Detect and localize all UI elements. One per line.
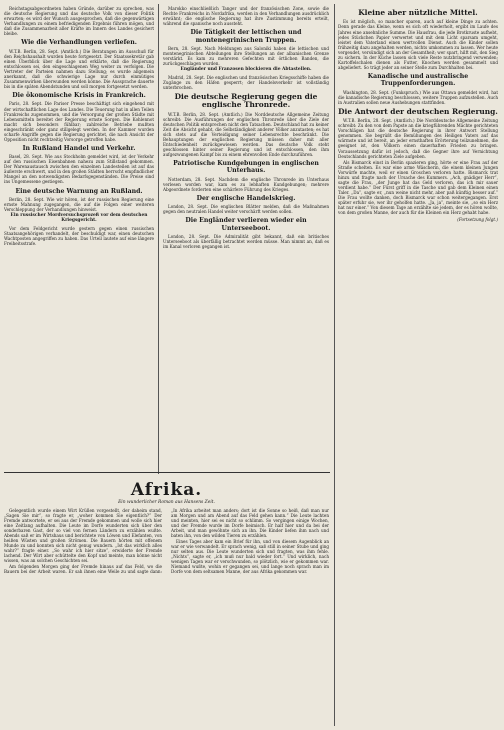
article-text: Washington, 28. Sept. (Funkspruch.) Wie aus Ottawa gemeldet wird, hat die kanadische Regierung beschlossen, weitere Truppen aufzustellen. Auch in Australien sollen neue Aushebungen stattfinden. [338, 89, 498, 105]
headline: Kleine aber nützliche Mittel. [358, 8, 478, 17]
article-text: W.T.B. Berlin, 28. Sept. (Amtlich.) Die Norddeutsche Allgemeine Zeitung schreibt: Zu den von dem Papste an die kriegführenden Mächte gerichteten Vorschlägen hat die deutsche Regierung in ihrer Antwort Stellung genommen. Sie begrüßt die Bemühungen des Heiligen Vaters auf das wärmste und ist bereit, an jeder ernsthaften Erörterung teilzunehmen, die geeignet ist, den Völkern einen dauerhaften Frieden zu bringen. Voraussetzung dafür ist jedoch, daß die Gegner ihre auf Vernichtung Deutschlands gerichteten Ziele aufgeben. [338, 118, 498, 159]
story-text: Eines Tages aber kam ein Brief für ihn, und von diesem Augenblick an war er wie verwandelt. Er sprach wenig, saß still in seiner Stube und ging nur selten aus. Die Leute wunderten sich und fragten, was ihm fehle. „Nichts“, sagte er, „ich muß nur bald wieder fort.“ Und wirklich, nach wenigen Tagen war er verschwunden, so plötzlich, wie er gekommen war. Niemand wußte, wohin er gegangen sei, und lange noch sprach man im Dorfe von dem seltsamen Manne, der aus Afrika gekommen war. [171, 538, 329, 575]
article-text: Madrid, 28. Sept. Die englischen und französischen Kriegsschiffe haben die Zugänge zu den Häfen gesperrt; der Handelsverkehr ist vollständig unterbrochen. [163, 74, 329, 90]
article-text: Reichstagsabgeordneten haben Gründe, darüber zu sprechen, was die deutsche Regierung und das deutsche Volk von dieser Politik erwarten; es wird der Wunsch ausgesprochen, daß die gegenwärtigen Verhandlungen zu einem befriedigenden Ergebnis führen mögen, und daß die Zusammenarbeit aller Kräfte im Innern des Landes gesichert bleibe. [4, 6, 154, 37]
column-rule-2 [334, 4, 335, 726]
article-text: Als Bismarck einst in Berlin spazieren ging, hörte er eine Frau auf der Straße schelten. Es war eine arme Wäscherin, die einem kleinen Jungen Vorwürfe machte, weil er einen Groschen verloren hatte. Bismarck trat hinzu und fragte nach der Ursache des Kummers. „Ach, gnädiger Herr“, sagte die Frau, „der Junge hat das Geld verloren, das ich mir sauer verdient habe.“ Der Fürst griff in die Tasche und gab dem Kleinen einen Taler. „Da“, sagte er, „nun weine nicht mehr, aber paß künftig besser auf.“ Die Frau wollte danken, doch Bismarck war schon weitergegangen. Erst später erfuhr sie, wer ihr geholfen hatte. „Ja, ja“, meinte sie, „so ein Herz hat nur einer.“ Von diesem Tage an erzählte sie jedem, der es hören wollte, von dem großen Manne, der auch für die Kleinen ein Herz gehabt habe. [338, 159, 498, 216]
headline: Die Engländer verlieren wieder ein Unterseeboot. [185, 217, 307, 232]
article-text: London, 28. Sept. Die englischen Blätter melden, daß die Maßnahmen gegen den neutralen Handel weiter verschärft werden sollen. [163, 204, 329, 215]
article-text: Marokko einschließlich Tanger und der französischen Zone, sowie die Rechte Frankreichs in Nordafrika, werden in den Verhandlungen ausdrücklich erwähnt; die englische Regierung hat ihre Zustimmung bereits erteilt, während die spanische noch aussteht. [163, 6, 329, 27]
continuation-note: (Fortsetzung folgt.) [457, 217, 498, 223]
story-text: Gelegentlich wurde einem Wirt Krüllen vorgestellt, der daheim stand, „Sagen Sie mir“, so fragte er, „woher kommen Sie eigentlich?“ Der Fremde antwortete, er sei aus der Fremde gekommen und wolle sich hier eine Zeitlang aufhalten. Die Leute im Dorfe wunderten sich über den sonderbaren Gast, der so viel von fernen Ländern zu erzählen wußte. Abends saß er im Wirtshaus und berichtete von Löwen und Elefanten, von heißen Wüsten und großen Strömen. Die Bauern hörten mit offenem Munde zu und konnten sich nicht genug wundern. „Ist das wirklich alles wahr?“ fragte einer. „So wahr ich hier sitze“, erwiderte der Fremde lachend. Der Wirt aber schüttelte den Kopf und meinte, man könne nicht wissen, was an solchen Geschichten sei. [4, 507, 162, 564]
story-title: Afrika. [130, 480, 203, 500]
headline: Die ökonomische Krisis in Frankreich. [12, 92, 146, 100]
article-text: Vor dem Feldgericht wurde gestern gegen einen russischen Staatsangehörigen verhandelt, der beschuldigt war, einen deutschen Wachtposten angegriffen zu haben. Das Urteil lautete auf eine längere Freiheitsstrafe. [4, 225, 154, 247]
column-1 [4, 6, 154, 474]
article-text: W.T.B. Berlin, 28. Sept. (Amtlich.) Die Beratungen im Ausschuß für den Reichshaushalt wurden heute fortgesetzt. Der Staatssekretär gab einen Überblick über die Lage und erklärte, daß die Regierung entschlossen sei, den eingeschlagenen Weg weiter zu verfolgen. Die Vertreter der Parteien nahmen dazu Stellung; es wurde allgemein anerkannt, daß die schwierige Lage nur durch einmütiges Zusammenwirken überwunden werden könne. Die Aussprache dauerte bis in die späten Abendstunden und soll morgen fortgesetzt werden. [4, 48, 154, 90]
headline: Engländer und Franzosen blockieren die Abtastellen. [180, 67, 312, 73]
story-subtitle: Ein wunderlicher Roman aus Hansens Zeit. [118, 500, 215, 505]
headline: Ein russischer Mordversuchsprozeß vor dem deutschen Kriegsgericht. [10, 213, 148, 224]
article-text: Paris, 28. Sept. Die Pariser Presse beschäftigt sich eingehend mit der wirtschaftlichen Lage des Landes. Die Teuerung hat in allen Teilen Frankreichs zugenommen, und die Versorgung der großen Städte mit Lebensmitteln bereitet der Regierung ernste Sorgen. Die Kohlennot macht sich besonders fühlbar; zahlreiche Betriebe mußten eingeschränkt oder ganz stillgelegt werden. In der Kammer wurden scharfe Angriffe gegen die Regierung gerichtet, die nach Ansicht der Opposition nicht rechtzeitig Vorsorge getroffen habe. [4, 101, 154, 142]
story-body [4, 508, 329, 575]
article-text: London, 28. Sept. Die Admiralität gibt bekannt, daß ein britisches Unterseeboot als überfällig betrachtet werden müsse. Man nimmt an, daß es im Kanal verloren gegangen ist. [163, 234, 329, 250]
article-text: Notterdam, 28. Sept. Nachdem die englische Thronrede im Unterhaus verlesen worden war, kam es zu lebhaften Kundgebungen; mehrere Abgeordnete forderten eine schärfere Führung des Krieges. [163, 176, 329, 192]
column-2 [163, 6, 329, 474]
article-text: Bern, 28. Sept. Nach Meldungen aus Saloniki haben die lettischen und montenegrinischen Abteilungen ihre Stellungen an der albanischen Grenze verstärkt. Es kam zu mehreren Gefechten mit örtlichen Banden, die zurückgeschlagen wurden. [163, 46, 329, 67]
article-text: W.T.B. Berlin, 28. Sept. (Amtlich.) Die Norddeutsche Allgemeine Zeitung schreibt: Die Ausführungen der englischen Thronrede über die Ziele der deutschen Politik entsprechen nicht den Tatsachen. Deutschland hat zu keiner Zeit die Absicht gehabt, die Selbständigkeit anderer Völker anzutasten; es hat sich stets auf die Verteidigung seiner Lebensrechte beschränkt. Die Behauptungen der englischen Regierung müssen daher mit aller Entschiedenheit zurückgewiesen werden. Das deutsche Volk steht geschlossen hinter seiner Regierung und ist entschlossen, den ihm aufgezwungenen Kampf bis zu einem ehrenvollen Ende durchzuführen. [163, 111, 329, 157]
article-text: Basel, 28. Sept. Wie aus Stockholm gemeldet wird, ist der Verkehr auf den russischen Eisenbahnen nahezu zum Stillstand gekommen. Der Warenaustausch zwischen den einzelnen Landesteilen ist auf das äußerste erschwert, und in den großen Städten herrscht empfindlicher Mangel an den notwendigsten Bedarfsgegenständen. Die Preise sind ins Ungemessene gestiegen. [4, 154, 154, 185]
headline: Wie die Verhandlungen verliefen. [21, 39, 137, 47]
column-rule-1 [158, 4, 159, 474]
article-text: Es ist möglich, so mancher sparen, auch auf kleine Dinge zu achten. Denn gerade das Kleine, wenn es sich oft wiederholt, ergibt im Laufe des Jahres eine ansehnliche Summe. Die Hausfrau, die jede Brotkruste aufhebt, jedes Stückchen Papier verwertet und mit dem Licht sparsam umgeht, leistet dem Vaterland einen wertvollen Dienst. Auch die Kinder sollen frühzeitig dazu angehalten werden, nichts umkommen zu lassen. Wer heute vergeudet, versündigt sich an der Gesamtheit; wer spart, hilft mit, den Sieg zu sichern. In der Küche lassen sich viele Reste nutzbringend verwenden; Kartoffelschalen dienen als Futter, Knochen werden gesammelt und abgeliefert. So trägt jeder an seiner Stelle zum Durchhalten bei. [338, 19, 498, 70]
article-text: Berlin, 28. Sept. Wie wir hören, ist der russischen Regierung eine ernste Mahnung zugegangen, die auf die Folgen einer weiteren Verschleppung der Verhandlungen hinweist. [4, 196, 154, 213]
headline: Patriotische Kundgebungen in englischen Unterhaus. [173, 159, 319, 175]
headline: In Rußland Handel und Verkehr. [22, 144, 136, 152]
headline: Die deutsche Regierung gegen die englische Thronrede. [174, 91, 318, 110]
headline: Die Tätigkeit der lettischen und montenegrinischen Truppen. [190, 29, 302, 44]
headline: Die Antwort der deutschen Regierung. [338, 106, 498, 116]
story-text: Am folgenden Morgen ging der Fremde hinaus auf das Feld, wo die Bauern bei der Arbeit waren. Er sah ihnen eine Weile zu und sagte dann: „In Afrika arbeitet man anders; dort ist die Sonne so heiß, daß man nur am Morgen und am Abend auf das Feld gehen kann.“ Die Leute lachten und meinten, hier sei es nicht so schlimm. So vergingen einige Wochen, und der Fremde wurde im Dorfe heimisch. Er half hier und da bei der Arbeit, und man gewöhnte sich an ihn. Die Kinder liefen ihm nach und baten ihn, von den wilden Tieren zu erzählen. [4, 507, 329, 575]
headline: Kanadische und australische Truppenforderungen. [367, 72, 469, 88]
feuilleton [4, 478, 329, 726]
headline: Der englische Handelskrieg. [196, 194, 296, 202]
column-3 [338, 6, 498, 730]
headline: Eine deutsche Warnung an Rußland. [15, 187, 143, 195]
